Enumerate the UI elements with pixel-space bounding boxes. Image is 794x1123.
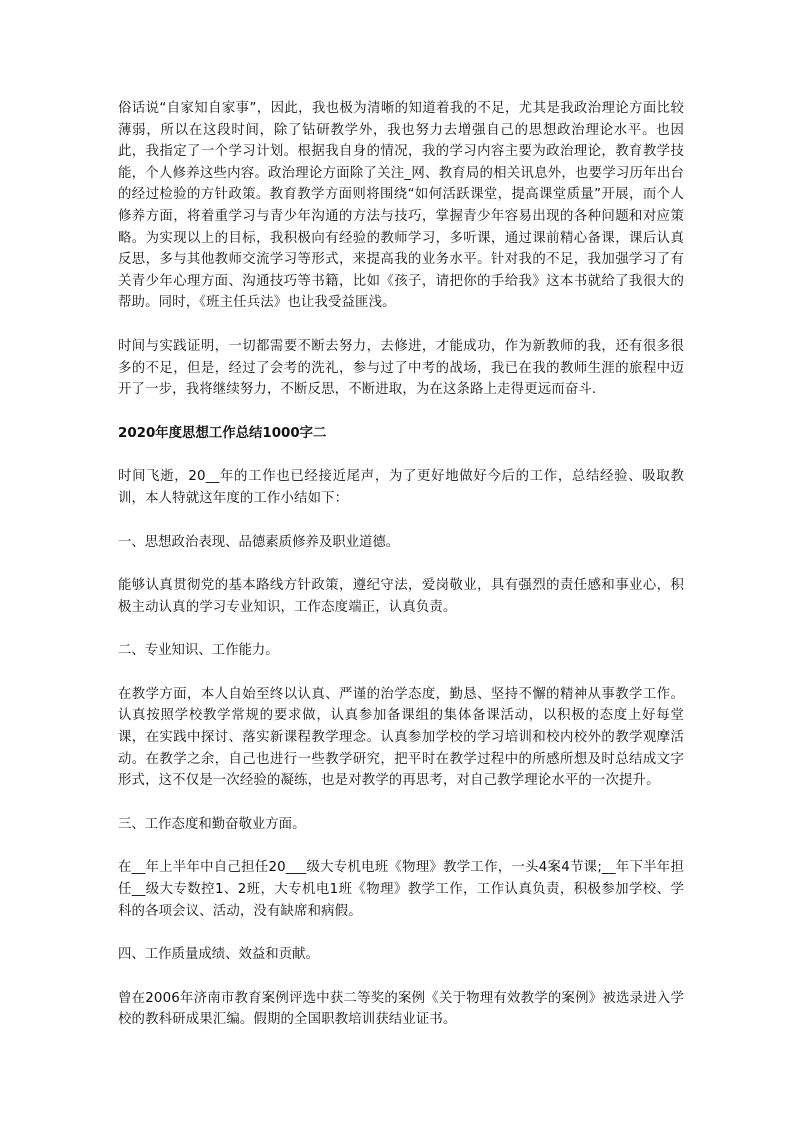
heading-achievements: 四、工作质量成绩、效益和贡献。 xyxy=(118,947,319,963)
paragraph-teaching: 在教学方面，本人自始至终以认真、严谨的治学态度，勤恳、坚持不懈的精神从事教学工作。认真按照学校教学常规的要求做，认真参加备课组的集体备课活动，以积极的态度上好每堂课，在实践中探讨、落实新课程教学理念。认真参加学校的学习培训和校内校外的教学观摩活动。在教学之余，自己也进行一些教学研究，把平时在教学过程中的所感所想及时总结成文字形式，这不仅是一次经验的凝练，也是对教学的再思考，对自己教学理论水平的一次提升。 xyxy=(118,686,684,789)
paragraph-political-ethics: 能够认真贯彻党的基本路线方针政策，遵纪守法，爱岗敬业，具有强烈的责任感和事业心，积极主动认真的学习专业知识，工作态度端正，认真负责。 xyxy=(118,578,684,615)
heading-political-ethics: 一、思想政治表现、品德素质修养及职业道德。 xyxy=(118,534,400,550)
paragraph-work-attitude: 在__年上半年中自己担任20___级大专机电班《物理》教学工作，一头4案4节课;__年下半年担任__级大专数控1、2班，大专机电1班《物理》教学工作，工作认真负责，积极参加学校、学科的各项会议、活动，没有缺席和病假。 xyxy=(118,860,684,919)
document-page xyxy=(118,98,684,1053)
paragraph-achievements: 曾在2006年济南市教育案例评选中获二等奖的案例《关于物理有效教学的案例》被选录进入学校的教科研成果汇编。假期的全国职教培训获结业证书。 xyxy=(118,990,684,1028)
paragraph-self-study: 俗话说“自家知自家事”，因此，我也极为清晰的知道着我的不足，尤其是我政治理论方面比较薄弱，所以在这段时间，除了钻研教学外，我也努力去增强自己的思想政治理论水平。也因此，我指定了一个学习计划。根据我自身的情况，我的学习内容主要为政治理论，教育教学技能，个人修养这些内容。政治理论方面除了关注_网、教育局的相关讯息外，也要学习历年出台的经过检验的方针政策。教育教学方面则将围绕“如何活跃课堂，提高课堂质量”开展，而个人修养方面，将着重学习与青少年沟通的方法与技巧，掌握青少年容易出现的各种问题和对应策略。为实现以上的目标，我积极向有经验的教师学习，多听课，通过课前精心备课，课后认真反思，多与其他教师交流学习等形式，来提高我的业务水平。针对我的不足，我加强学习了有关青少年心理方面、沟通技巧等书籍，比如《孩子，请把你的手给我》这本书就给了我很大的帮助。同时，《班主任兵法》也让我受益匪浅。 xyxy=(118,101,684,311)
heading-work-attitude: 三、工作态度和勤奋敬业方面。 xyxy=(118,816,306,832)
heading-professional-ability: 二、专业知识、工作能力。 xyxy=(118,643,279,659)
paragraph-intro: 时间飞逝，20__年的工作也已经接近尾声，为了更好地做好今后的工作，总结经验、吸取教训，本人特就这年度的工作小结如下： xyxy=(118,469,684,506)
section-title: 2020年度思想工作总结1000字二 xyxy=(118,425,327,441)
paragraph-practice-proof: 时间与实践证明，一切都需要不断去努力，去修进，才能成功，作为新教师的我，还有很多很多的不足，但是，经过了会考的洗礼，参与过了中考的战场，我已在我的教师生涯的旅程中迈开了一步，我将继续努力，不断反思，不断进取，为在这条路上走得更远而奋斗. xyxy=(118,338,684,398)
